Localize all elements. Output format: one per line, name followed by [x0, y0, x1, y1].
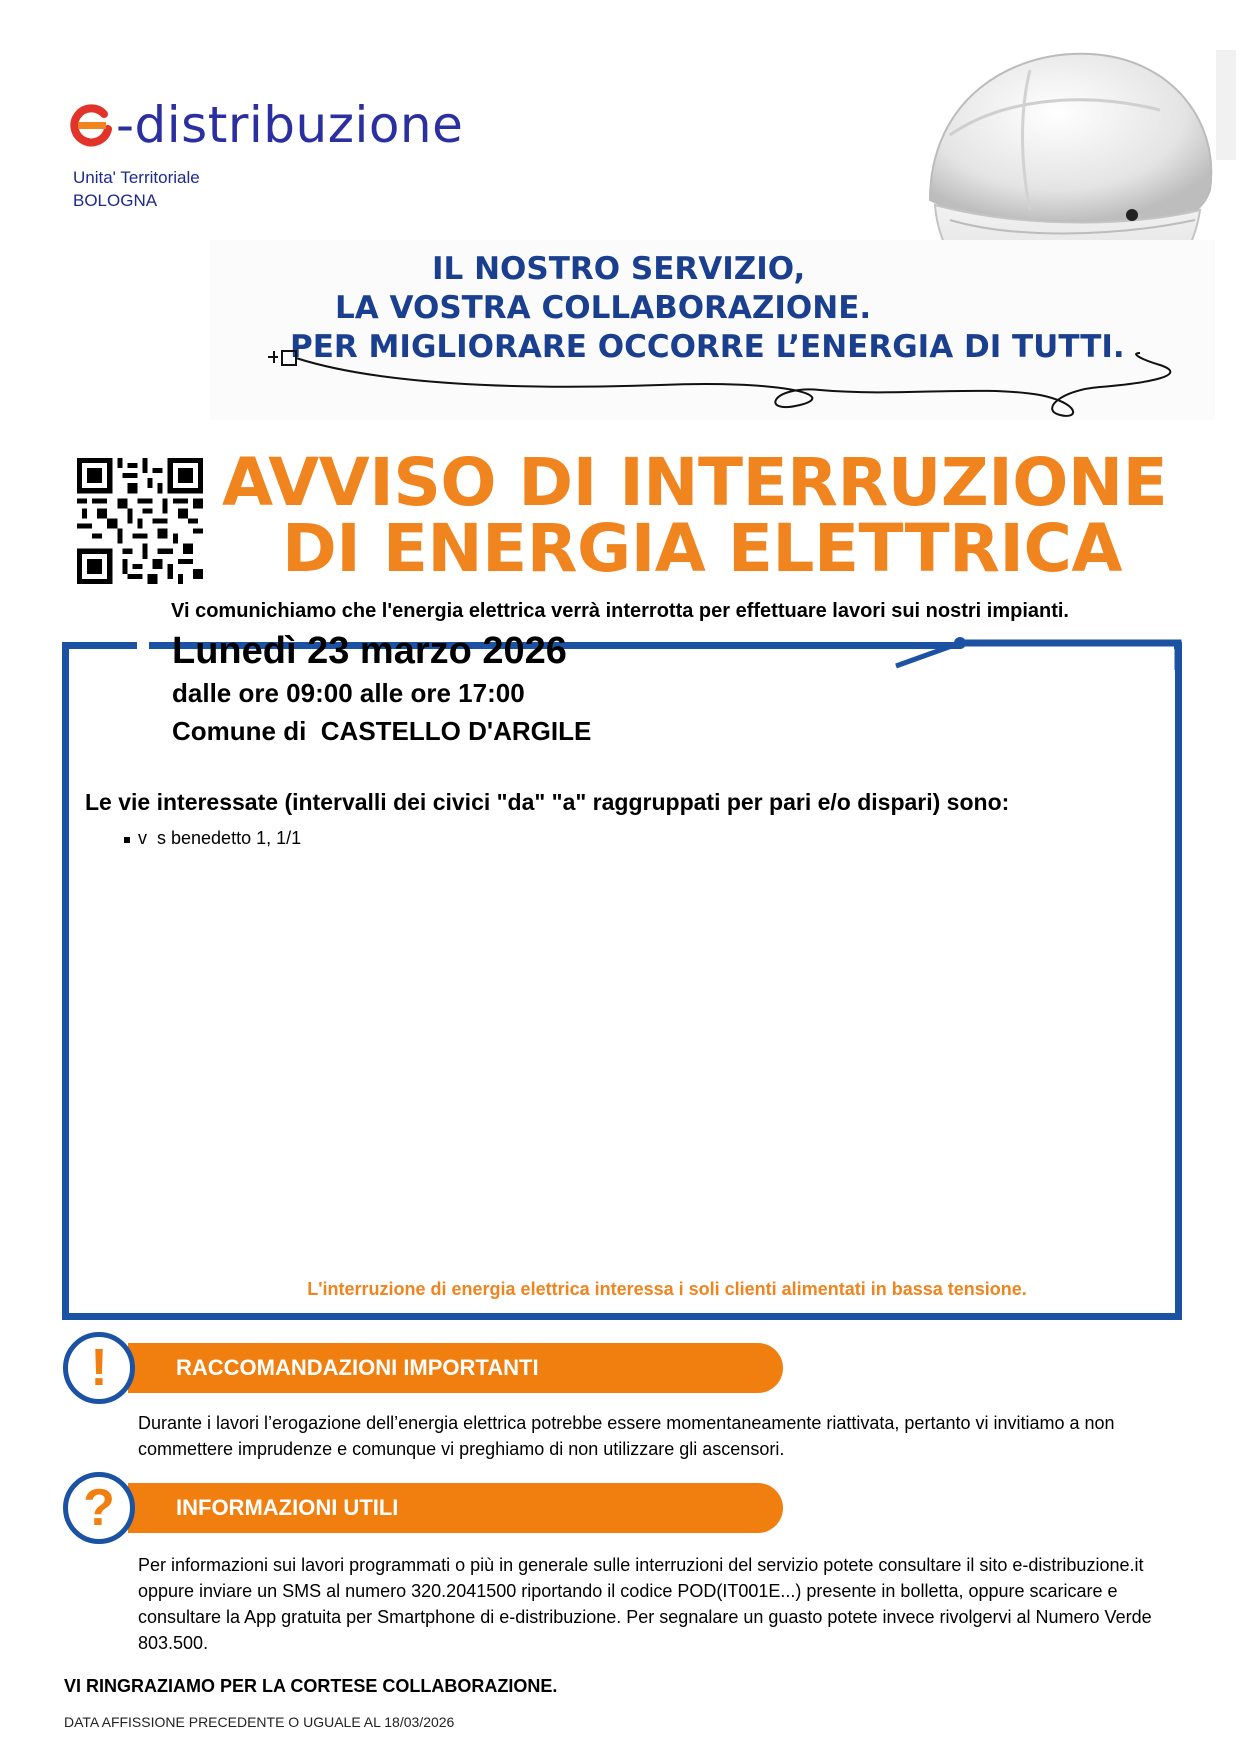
useful-info-title: INFORMAZIONI UTILI [176, 1495, 399, 1520]
exclamation-icon: ! [63, 1332, 135, 1404]
useful-info-header [128, 1483, 783, 1533]
recommendations-title: RACCOMANDAZIONI IMPORTANTI [176, 1355, 539, 1380]
unit-label: Unita' Territoriale [73, 168, 200, 187]
qr-code-icon [77, 458, 203, 584]
company-logo [70, 96, 464, 154]
recommendations-text: Durante i lavori l’erogazione dell’energia elettrica potrebbe essere momentaneamente riattivata, pertanto vi invitiamo a non commettere imprudenze e comunque vi preghiamo di non utilizzare gli ascensori. [138, 1413, 1115, 1459]
territorial-unit [73, 166, 200, 212]
bullet-icon [124, 837, 130, 843]
box-gap [137, 636, 149, 650]
heading-line-1: AVVISO DI INTERRUZIONE [222, 444, 1168, 521]
logo-text: -distribuzione [116, 96, 464, 154]
heading-line-2: DI ENERGIA ELETTRICA [282, 510, 1123, 587]
affix-date: DATA AFFISSIONE PRECEDENTE O UGUALE AL 18/03/2026 [64, 1714, 455, 1730]
municipality: Comune di CASTELLO D'ARGILE [172, 716, 592, 746]
interruption-hours: dalle ore 09:00 alle ore 17:00 [172, 678, 525, 708]
main-heading [222, 444, 1222, 587]
street-name: v s benedetto 1, 1/1 [138, 828, 302, 848]
slogan-line-1: IL NOSTRO SERVIZIO, [432, 251, 806, 287]
thanks-text: VI RINGRAZIAMO PER LA CORTESE COLLABORAZIONE. [64, 1676, 558, 1696]
intro-text: Vi comunichiamo che l'energia elettrica verrà interrotta per effettuare lavori sui nostri impianti. [171, 600, 1069, 622]
streets-intro: Le vie interessate (intervalli dei civici "da" "a" raggruppati per pari e/o dispari) sono: [85, 789, 1010, 815]
power-cable-illustration [260, 345, 1200, 425]
box-corner-decoration [890, 630, 1190, 670]
useful-info-text: Per informazioni sui lavori programmati o più in generale sulle interruzioni del servizio potete consultare il sito e-distribuzione.it oppure inviare un SMS al numero 320.2041500 riportando il codice POD(IT001E...) presente in bolletta, oppure scaricare e consultare la App gratuita per Smartphone di e-distribuzione. Per segnalare un guasto potete invece rivolgervi al Numero Verde 803.500. [138, 1555, 1152, 1653]
list-item [124, 828, 301, 849]
slogan-line-2: LA VOSTRA COLLABORAZIONE. [335, 290, 872, 326]
e-logo-icon [70, 103, 114, 147]
low-voltage-note: L'interruzione di energia elettrica interessa i soli clienti alimentati in bassa tensione. [307, 1279, 1027, 1299]
recommendations-header [128, 1343, 783, 1393]
question-mark-icon: ? [63, 1472, 135, 1544]
slogan-line-3: PER MIGLIORARE OCCORRE L’ENERGIA DI TUTTI. [290, 329, 1125, 365]
interruption-date: Lunedì 23 marzo 2026 [172, 630, 567, 672]
unit-city: BOLOGNA [73, 191, 158, 210]
street-list [124, 828, 301, 849]
